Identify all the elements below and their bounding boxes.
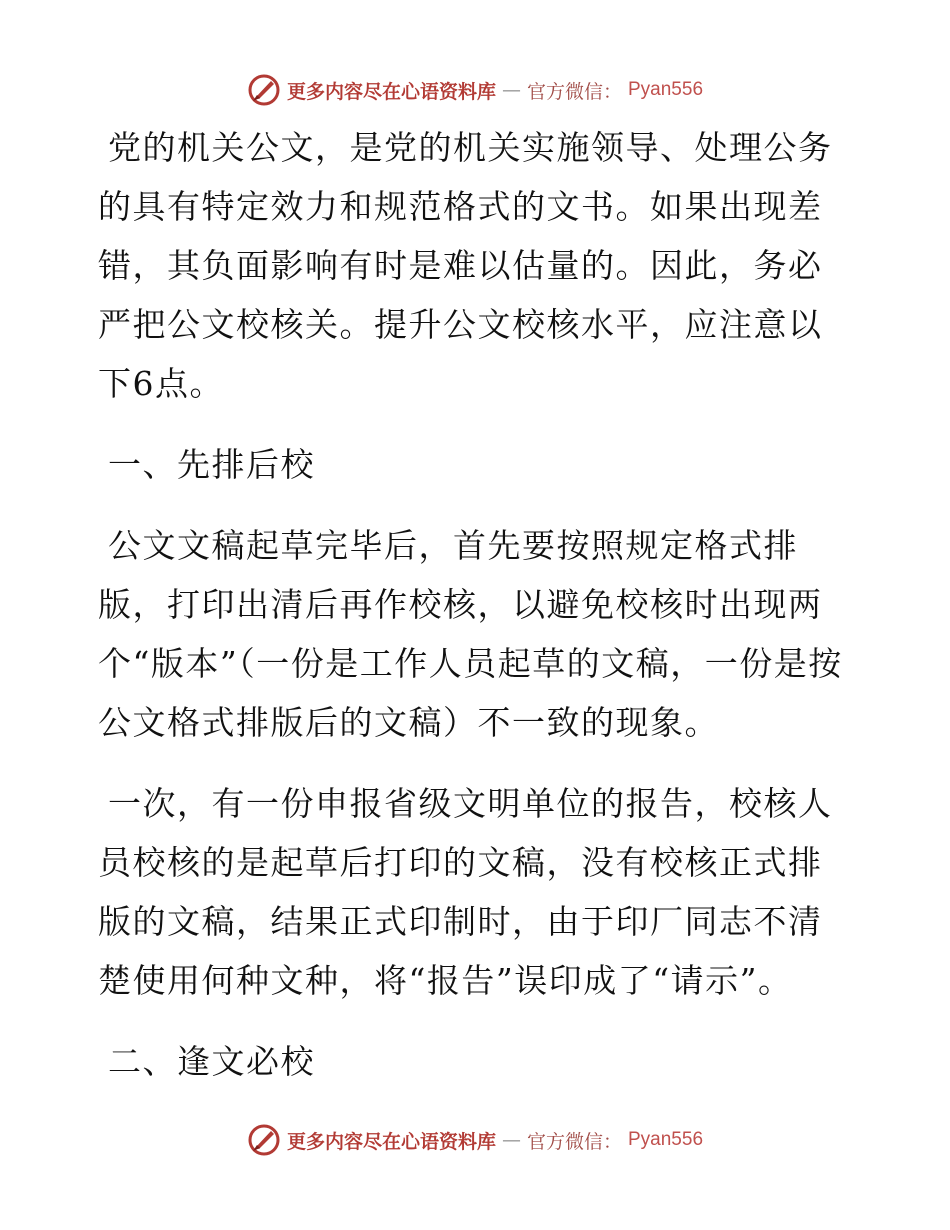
section-heading-1: 一、先排后校 xyxy=(108,445,315,484)
watermark-wechat-label: 官方微信： xyxy=(526,80,622,103)
section-heading-2: 二、逢文必校 xyxy=(108,1042,315,1081)
watermark-dash: — xyxy=(501,79,521,101)
quill-logo-icon xyxy=(247,1123,281,1157)
document-body xyxy=(98,118,850,1113)
paragraph-section-1-a: 公文文稿起草完毕后，首先要按照规定格式排版，打印出清后再作校核，以避免校核时出现两个“版本”（一份是工作人员起草的文稿，一份是按公文格式排版后的文稿）不一致的现象。 xyxy=(98,526,843,742)
watermark-wechat-id: Pyan556 xyxy=(628,79,704,100)
header-watermark xyxy=(0,70,950,110)
quill-logo-icon xyxy=(247,73,281,107)
watermark-wechat-id: Pyan556 xyxy=(628,1129,704,1150)
paragraph-intro: 党的机关公文，是党的机关实施领导、处理公务的具有特定效力和规范格式的文书。如果出现差错，其负面影响有时是难以估量的。因此，务必严把公文校核关。提升公文校核水平，应注意以下6点。 xyxy=(98,128,833,403)
watermark-dash: — xyxy=(501,1129,521,1151)
footer-watermark xyxy=(0,1120,950,1160)
watermark-main-text: 更多内容尽在心语资料库 xyxy=(286,80,496,103)
paragraph-section-1-b: 一次，有一份申报省级文明单位的报告，校核人员校核的是起草后打印的文稿，没有校核正式排版的文稿，结果正式印制时，由于印厂同志不清楚使用何种文种，将“报告”误印成了“请示”。 xyxy=(98,784,833,1000)
watermark-wechat-label: 官方微信： xyxy=(526,1130,622,1153)
watermark-main-text: 更多内容尽在心语资料库 xyxy=(286,1130,496,1153)
